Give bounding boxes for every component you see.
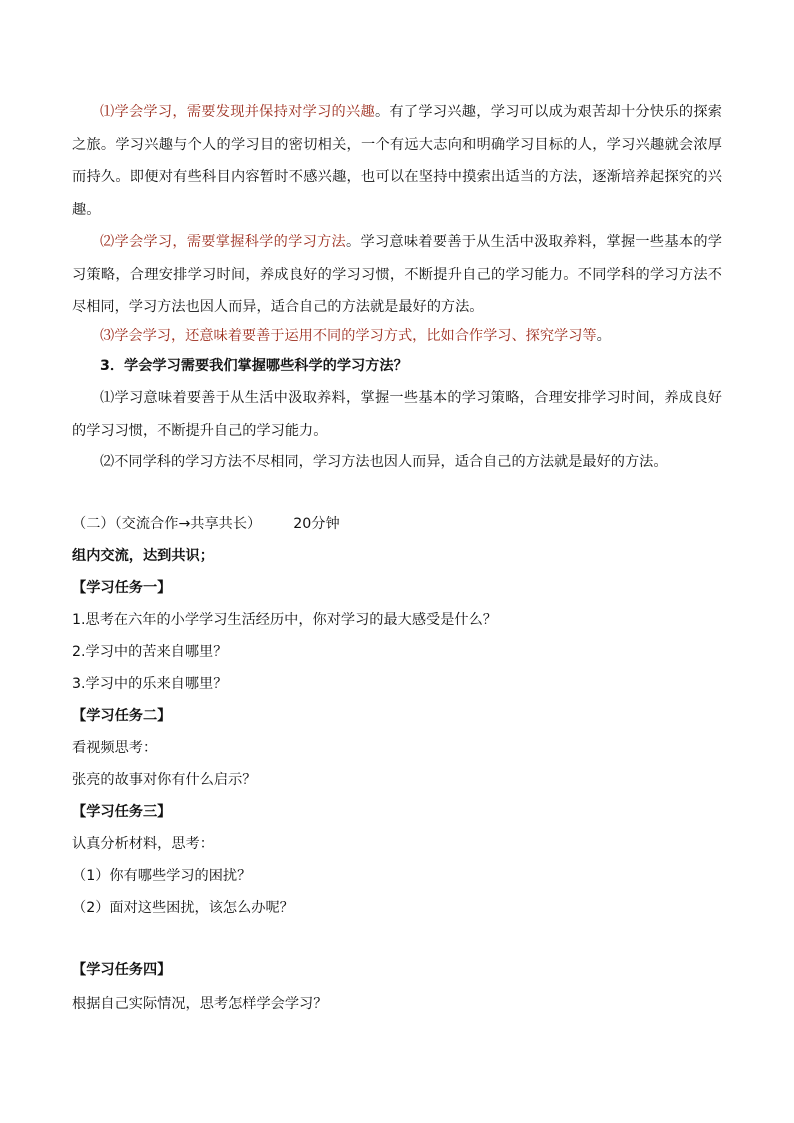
- section-subtitle: 组内交流，达到共识；: [72, 548, 214, 564]
- section-title-text: （二）（交流合作→共享共长）: [72, 516, 262, 532]
- task-3-title: 【学习任务三】: [72, 804, 172, 820]
- task-3-question-2: （2）面对这些困扰，该怎么办呢？: [72, 900, 294, 916]
- task-3-question-1: （1）你有哪些学习的困扰？: [72, 868, 252, 884]
- highlight-learning-methods: ⑵学会学习，需要掌握科学的学习方法: [100, 234, 347, 250]
- task-2-title: 【学习任务二】: [72, 708, 172, 724]
- highlight-learning-styles: ⑶学会学习，还意味着要善于运用不同的学习方式，比如合作学习、探究学习等: [100, 328, 597, 344]
- paragraph-learning-interest-body: 。有了学习兴趣，学习可以成为艰苦却十分快乐的探索之旅。学习兴趣与个人的学习目的密切相关，一个有远大志向和明确学习目标的人，学习兴趣就会浓厚而持久。即便对有些科目内容暂时不感兴趣，也可以在坚持中摸索出适当的方法，逐渐培养起探究的兴趣。: [72, 104, 722, 218]
- highlight-learning-interest: ⑴学会学习，需要发现并保持对学习的兴趣: [100, 104, 375, 120]
- paragraph-learning-interest: [72, 96, 722, 226]
- paragraph-learning-methods: [72, 226, 722, 324]
- paragraph-learning-styles: [72, 320, 722, 353]
- task-1-question-1: 1.思考在六年的小学学习生活经历中，你对学习的最大感受是什么？: [72, 612, 497, 628]
- task-4-title: 【学习任务四】: [72, 962, 172, 978]
- section-duration: 20分钟: [293, 516, 340, 532]
- task-1-question-3: 3.学习中的乐来自哪里？: [72, 676, 228, 692]
- task-4-line-1: 根据自己实际情况，思考怎样学会学习？: [72, 996, 328, 1012]
- task-3-line-1: 认真分析材料，思考：: [72, 836, 214, 852]
- task-1-question-2: 2.学习中的苦来自哪里？: [72, 644, 228, 660]
- answer-2: ⑵不同学科的学习方法不尽相同，学习方法也因人而异，适合自己的方法就是最好的方法。: [100, 454, 668, 470]
- section-title: [72, 514, 340, 534]
- task-1-title: 【学习任务一】: [72, 580, 172, 596]
- paragraph-learning-styles-end: 。: [596, 328, 611, 344]
- answer-1: ⑴学习意味着要善于从生活中汲取养料，掌握一些基本的学习策略，合理安排学习时间，养成良好的学习习惯，不断提升自己的学习能力。: [72, 390, 722, 439]
- paragraph-learning-methods-body: 。学习意味着要善于从生活中汲取养料，掌握一些基本的学习策略，合理安排学习时间，养成良好的学习习惯，不断提升自己的学习能力。不同学科的学习方法不尽相同，学习方法也因人而异，适合自己的方法就是最好的方法。: [72, 234, 722, 316]
- task-2-line-2: 张亮的故事对你有什么启示？: [72, 772, 257, 788]
- task-2-line-1: 看视频思考：: [72, 740, 158, 756]
- question-3-heading: 3．学会学习需要我们掌握哪些科学的学习方法？: [100, 358, 408, 374]
